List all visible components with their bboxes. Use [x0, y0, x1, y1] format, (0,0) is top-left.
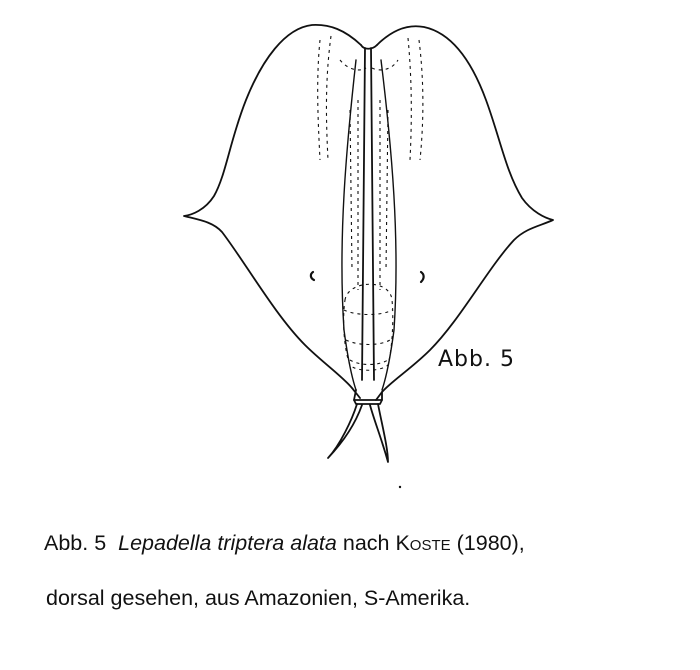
caption-year: (1980), [456, 531, 525, 555]
caption-line-1 [44, 528, 684, 558]
caption-nach: nach [342, 531, 390, 555]
caption-figure-prefix: Abb. 5 [44, 531, 107, 555]
caption-line-2: dorsal gesehen, aus Amazonien, S-Amerika. [46, 586, 471, 610]
figure-number-label: Abb. 5 [438, 347, 515, 372]
caption-author: Koste [395, 531, 451, 555]
lorica-outline [184, 25, 553, 400]
caption-species-name: Lepadella triptera alata [118, 531, 337, 555]
stray-dot [399, 486, 401, 488]
